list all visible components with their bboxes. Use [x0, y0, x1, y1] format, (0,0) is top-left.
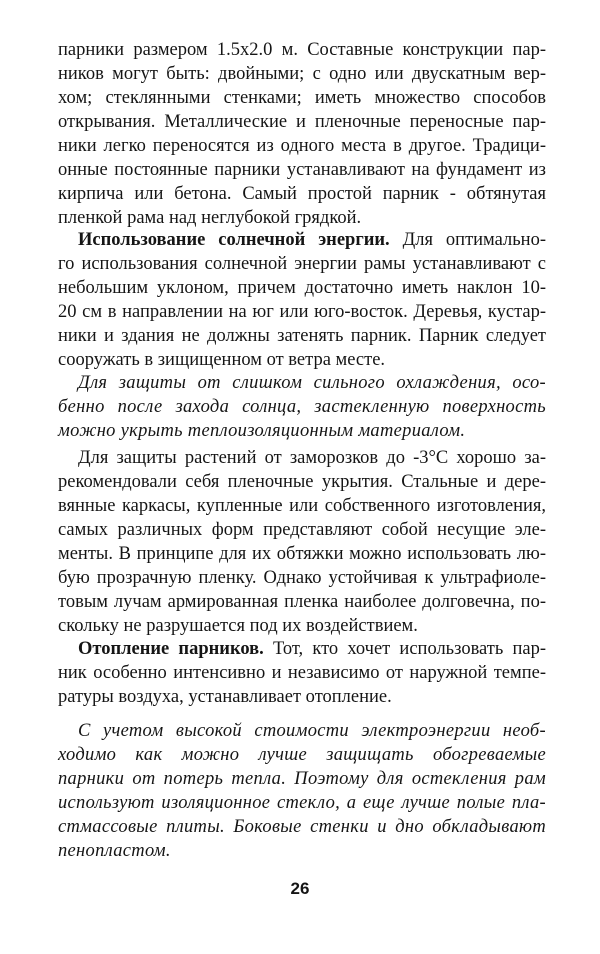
text-line: скольку не разрушается под их воздействием. — [58, 616, 418, 636]
text-run: Тот, кто хочет использовать пар- — [263, 639, 547, 659]
text-line-with-heading — [78, 228, 546, 252]
text-line: кирпича или бетона. Самый простой парник - обтянутая — [58, 184, 546, 204]
text-line: вянные каркасы, купленные или собственного изготовления, — [58, 496, 546, 516]
text-line: товым лучам армированная пленка наиболее долговечна, по- — [58, 592, 546, 612]
text-line: онные постоянные парники устанавливают на фундамент из — [58, 160, 546, 180]
text-line: бенно после захода солнца, застекленную поверхность — [58, 397, 546, 417]
text-line: самых различных форм представляют собой несущие эле- — [58, 520, 546, 540]
text-line: сооружать в зищищенном от ветра месте. — [58, 350, 386, 370]
page-number: 26 — [290, 879, 310, 898]
text-line: используют изоляционное стекло, а еще лучше полые пла- — [58, 793, 546, 813]
text-line: парники от потерь тепла. Поэтому для остекления рам — [58, 769, 546, 789]
text-line: менты. В принципе для их обтяжки можно использовать лю- — [58, 544, 546, 564]
text-line: ходимо как можно лучше защищать обогреваемые — [58, 745, 546, 765]
text-line: хом; стеклянными стенками; иметь множество способов — [58, 88, 546, 108]
text-line: парники размером 1.5х2.0 м. Составные конструкции пар- — [58, 40, 546, 60]
text-line: ратуры воздуха, устанавливает отопление. — [58, 687, 392, 707]
text-line: ников могут быть: двойными; с одно или двускатным вер- — [58, 64, 546, 84]
text-line: пенопластом. — [58, 841, 171, 861]
text-line: можно укрыть теплоизоляционным материалом. — [58, 421, 466, 441]
text-line: стмассовые плиты. Боковые стенки и дно обкладывают — [58, 817, 546, 837]
text-line: Для защиты от слишком сильного охлаждения, осо- — [78, 373, 546, 393]
text-line: ники и здания не должны затенять парник. Парник следует — [58, 326, 546, 346]
text-run: Для оптимально- — [389, 230, 546, 250]
text-line: Для защиты растений от заморозков до -3°С хорошо за- — [78, 448, 546, 468]
section-heading-solar-energy: Использование солнечной энергии. — [78, 230, 390, 250]
text-line: открывания. Металлические и пленочные переносные пар- — [58, 112, 546, 132]
text-line: пленкой рама над неглубокой грядкой. — [58, 208, 362, 228]
text-line: рекомендовали себя пленочные укрытия. Стальные и дере- — [58, 472, 546, 492]
text-line: С учетом высокой стоимости электроэнергии необ- — [78, 721, 546, 741]
text-line-with-heading — [78, 637, 546, 661]
section-heading-heating: Отопление парников. — [78, 639, 264, 659]
text-line: ник особенно интенсивно и независимо от наружной темпе- — [58, 663, 546, 683]
text-line: 20 см в направлении на юг или юго-восток. Деревья, кустар- — [58, 302, 546, 322]
text-line: го использования солнечной энергии рамы устанавливают с — [58, 254, 546, 274]
text-line: небольшим уклоном, причем достаточно иметь наклон 10- — [58, 278, 546, 298]
text-line: ники легко переносятся из одного места в другое. Традици- — [58, 136, 546, 156]
text-line: бую прозрачную пленку. Однако устойчивая к ультрафиоле- — [58, 568, 546, 588]
